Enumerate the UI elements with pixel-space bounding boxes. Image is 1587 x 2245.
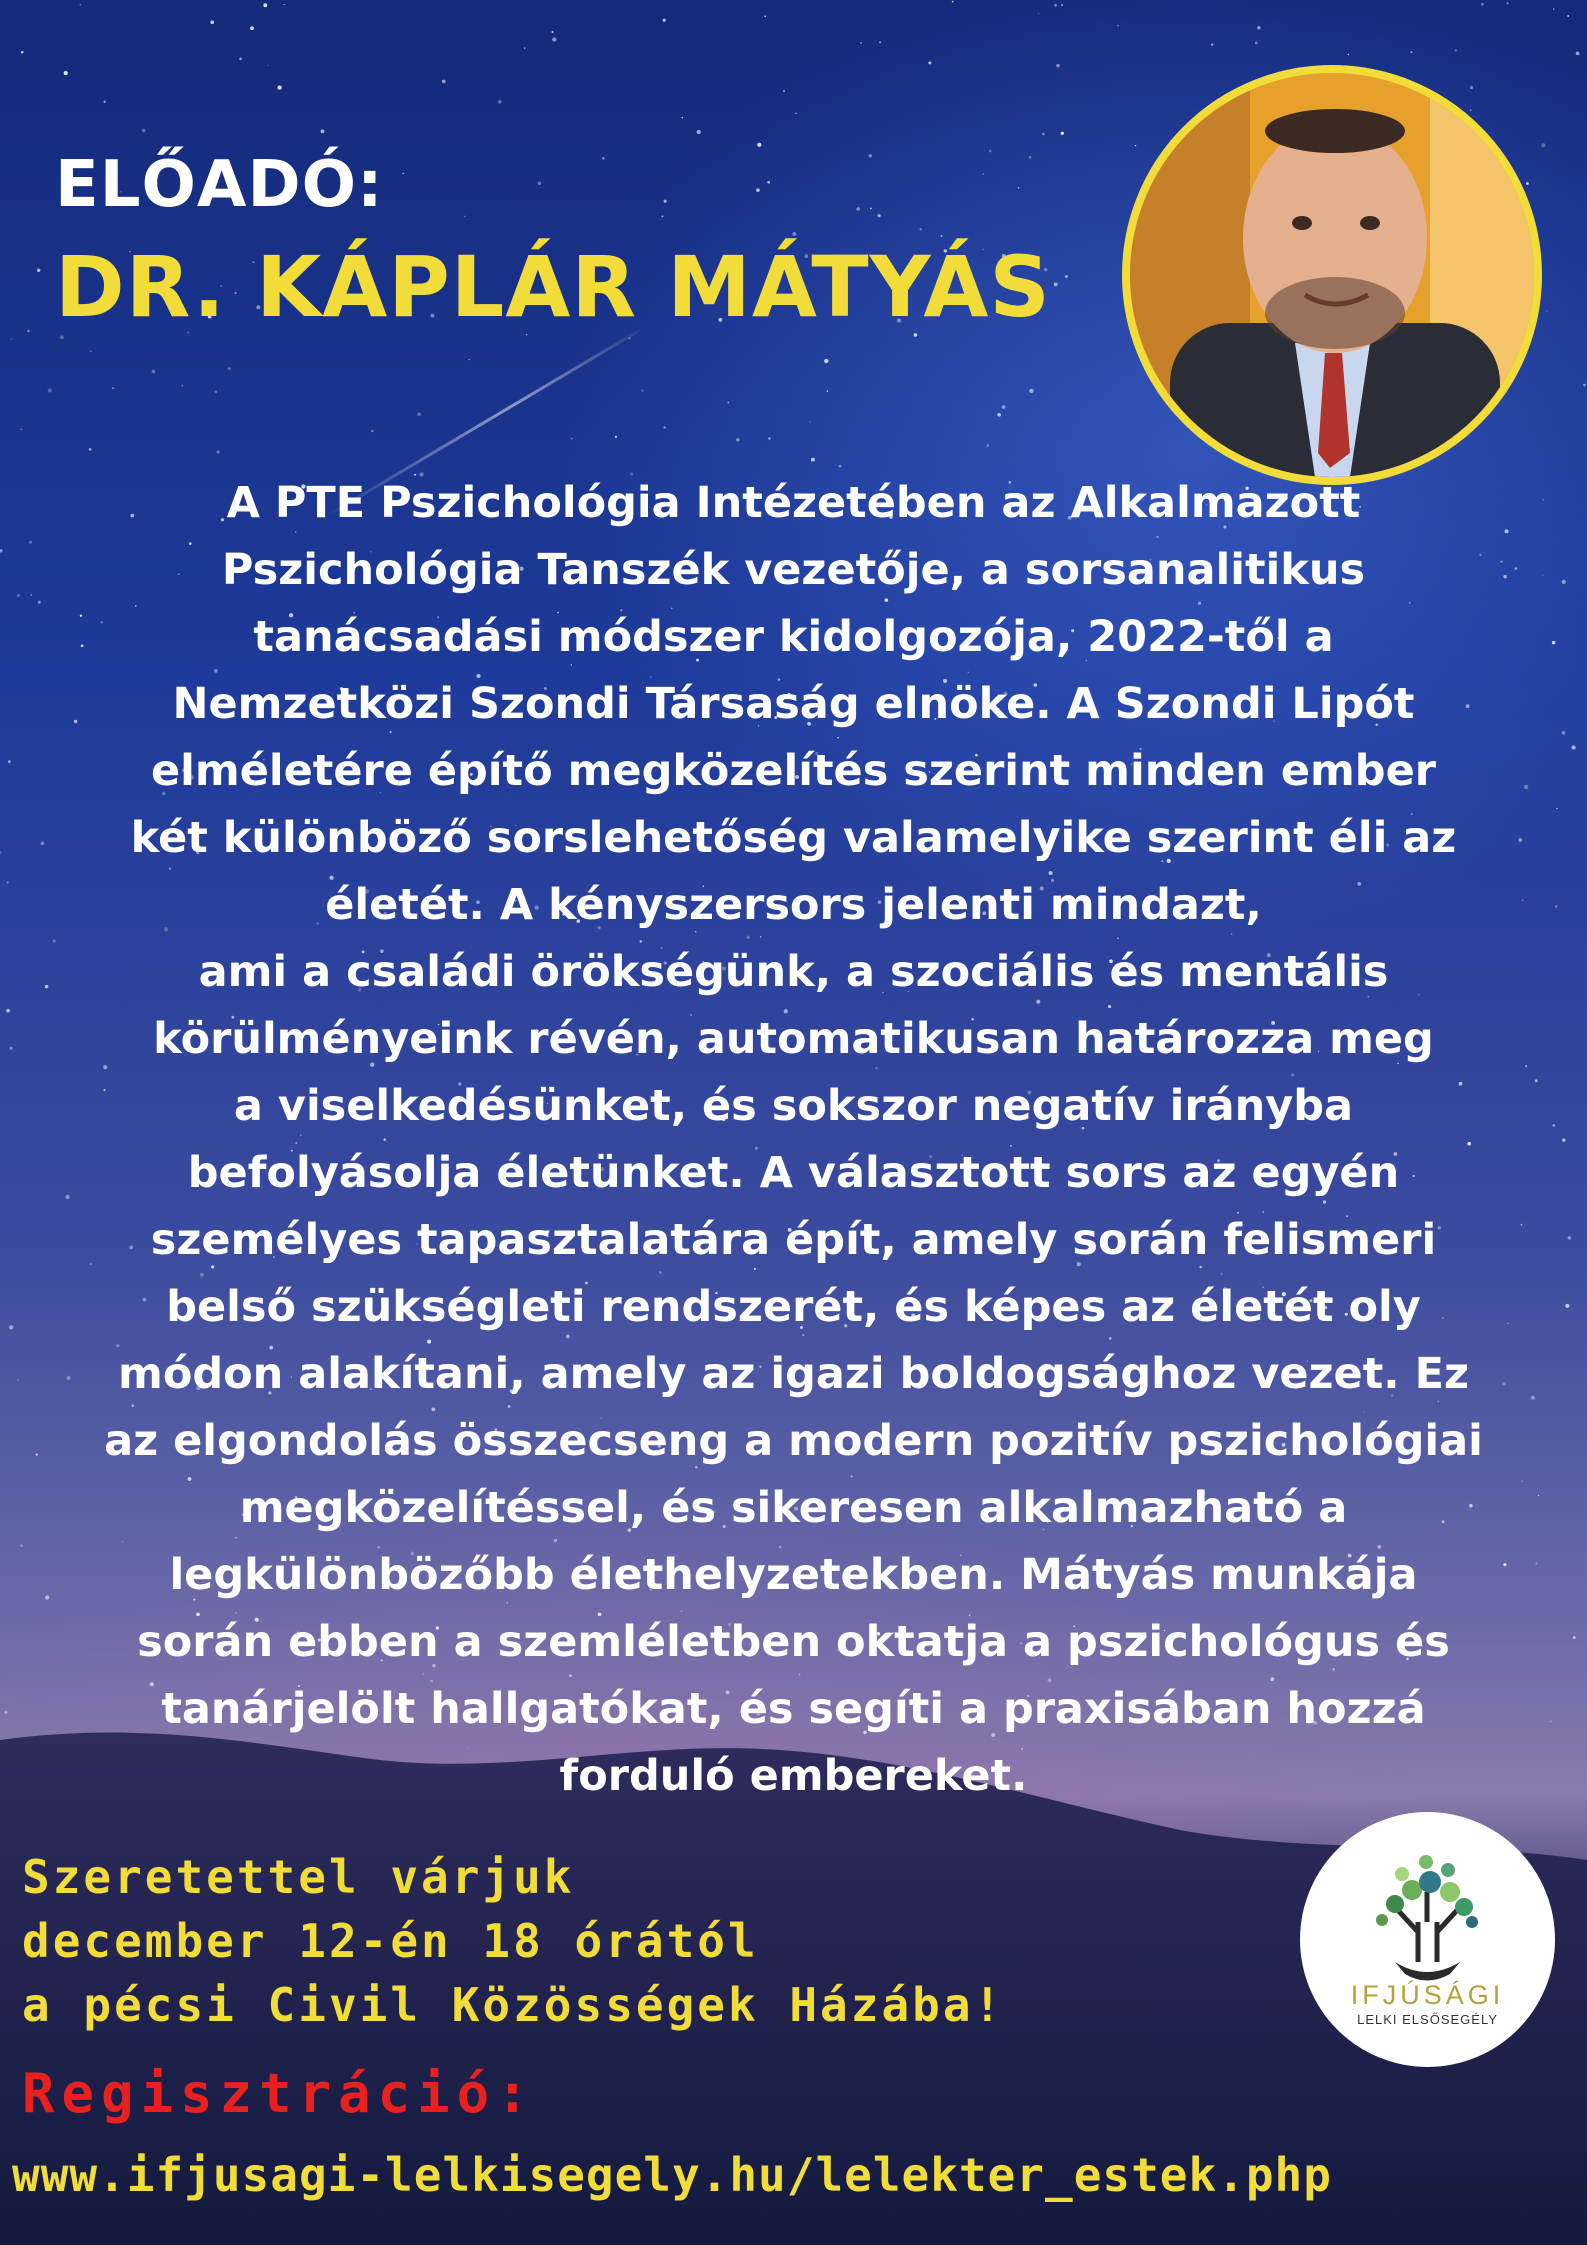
star [1455, 49, 1457, 51]
star [1348, 54, 1349, 55]
star [986, 444, 989, 447]
bio-line: legkülönbözőbb élethelyzetekben. Mátyás munkája [169, 1550, 1418, 1600]
star [1481, 3, 1484, 6]
star [920, 228, 922, 230]
bio-line: forduló embereket. [559, 1751, 1028, 1801]
star [756, 188, 760, 192]
star [1573, 1636, 1576, 1639]
tree-hands-icon [1300, 1812, 1555, 2067]
star [1565, 1304, 1569, 1308]
invitation-date-line: december 12-én 18 órától [22, 1914, 759, 1968]
star [79, 4, 81, 6]
star [928, 61, 931, 64]
star [1546, 310, 1548, 312]
star [870, 208, 872, 210]
star [856, 207, 860, 211]
star [1571, 745, 1575, 749]
star [1470, 110, 1471, 111]
star [10, 1047, 13, 1050]
star [538, 182, 541, 185]
star [210, 21, 214, 25]
star [142, 129, 146, 133]
star [615, 436, 617, 438]
star [1411, 51, 1413, 53]
star [90, 350, 92, 352]
speaker-label: ELŐADÓ: [55, 148, 384, 222]
logo-subtitle: LELKI ELSŐSEGÉLY [1357, 2012, 1498, 2027]
bio-line: tanárjelölt hallgatókat, és segíti a praxisában hozzá [161, 1684, 1426, 1734]
star [17, 594, 20, 597]
bio-line: körülményeink révén, automatikusan határozza meg [153, 1014, 1434, 1064]
star [9, 1325, 13, 1329]
star [764, 16, 766, 18]
star [0, 851, 2, 854]
speaker-name: DR. KÁPLÁR MÁTYÁS [55, 238, 1051, 336]
star [878, 214, 881, 217]
star [104, 101, 106, 103]
star [214, 390, 217, 393]
star [983, 173, 984, 174]
star [1117, 25, 1119, 27]
star [8, 760, 11, 763]
star [682, 117, 684, 119]
star [795, 112, 797, 114]
star [284, 4, 285, 5]
star [7, 881, 9, 883]
star [552, 37, 556, 41]
star [824, 359, 828, 363]
star [757, 143, 761, 147]
bio-line: tanácsadási módszer kidolgozója, 2022-től a [253, 612, 1334, 662]
star [64, 71, 68, 75]
star [442, 80, 446, 84]
star [1526, 182, 1529, 185]
star [839, 465, 842, 468]
star [1541, 143, 1545, 147]
star [89, 448, 92, 451]
bio-line: személyes tapasztalatára épít, amely során felismeri [150, 1215, 1437, 1265]
star [809, 421, 810, 422]
star [468, 359, 469, 360]
star [464, 216, 466, 218]
star [664, 200, 667, 203]
star [250, 26, 254, 30]
registration-url-link[interactable]: www.ifjusagi-lelkisegely.hu/lelekter_estek.php [12, 2148, 1332, 2202]
star [228, 367, 231, 370]
star [37, 269, 40, 272]
registration-label: Regisztráció: [22, 2062, 536, 2125]
star [1211, 43, 1213, 45]
speaker-portrait [1122, 65, 1542, 485]
speaker-photo-image [1130, 73, 1534, 477]
star [551, 31, 553, 33]
bio-line: A PTE Pszichológia Intézetében az Alkalmazott [226, 478, 1361, 528]
star [524, 47, 525, 48]
star [371, 430, 373, 432]
star [1029, 156, 1032, 159]
bio-line: belső szükségleti rendszerét, és képes az életét oly [166, 1282, 1421, 1332]
star [1135, 145, 1136, 146]
star [278, 86, 282, 90]
bio-line: az elgondolás összecseng a modern pozitív pszichológiai [104, 1416, 1483, 1466]
star [17, 1379, 19, 1381]
star [736, 438, 740, 442]
bio-line: elméletére építő megközelítés szerint minden ember [151, 746, 1436, 796]
star [1042, 133, 1045, 136]
star [1038, 13, 1039, 14]
star [239, 58, 242, 61]
invitation-venue-line: a pécsi Civil Közösségek Házába! [22, 1978, 1005, 2032]
star [811, 458, 815, 462]
star [1576, 52, 1580, 56]
star [641, 389, 643, 391]
star [1029, 389, 1033, 393]
star [48, 388, 52, 392]
star [217, 450, 220, 453]
organization-logo [1300, 1812, 1555, 2067]
bio-line: befolyásolja életünket. A választott sors az egyén [187, 1148, 1400, 1198]
star [267, 65, 268, 66]
star [1056, 64, 1060, 68]
star [602, 157, 605, 160]
bio-line: Pszichológia Tanszék vezetője, a sorsanalitikus [221, 545, 1366, 595]
star [697, 130, 701, 134]
bio-line: életét. A kényszersors jelenti mindazt, [325, 880, 1262, 930]
star [767, 181, 770, 184]
star [263, 3, 267, 7]
star [321, 129, 325, 133]
star [0, 549, 3, 552]
star [27, 330, 30, 333]
star [1061, 132, 1064, 135]
star [1054, 282, 1058, 286]
star [1002, 405, 1006, 409]
bio-line: ami a családi örökségünk, a szociális és mentális [198, 947, 1389, 997]
star [571, 438, 573, 440]
star [21, 51, 24, 54]
star [1562, 731, 1566, 735]
bio-line: Nemzetközi Szondi Társaság elnöke. A Szondi Lipót [172, 679, 1415, 729]
star [879, 41, 881, 43]
star [663, 19, 666, 22]
star [1562, 1139, 1565, 1142]
star [112, 387, 114, 389]
star [6, 1009, 10, 1013]
star [661, 215, 663, 217]
star [1568, 1236, 1571, 1239]
star [952, 1, 954, 3]
star [20, 1544, 23, 1547]
star [498, 100, 501, 103]
star [1506, 2, 1508, 4]
star [1562, 580, 1566, 584]
star [663, 426, 665, 428]
bio-line: megközelítéssel, és sikeresen alkalmazható a [239, 1483, 1348, 1533]
star [989, 150, 992, 153]
star [182, 385, 184, 387]
logo-title: IFJÚSÁGI [1350, 1980, 1505, 2010]
star [997, 413, 1001, 417]
star [21, 429, 23, 431]
star [860, 42, 862, 44]
bio-line: módon alakítani, amely az igazi boldogsághoz vezet. Ez [118, 1349, 1469, 1399]
star [1255, 42, 1258, 45]
star [940, 235, 942, 237]
invitation [22, 1845, 1004, 2037]
star [417, 412, 421, 416]
star [768, 437, 770, 439]
star [1065, 275, 1068, 278]
speaker-biography [30, 470, 1557, 1810]
bio-line: a viselkedésünket, és sokszor negatív irányba [233, 1081, 1354, 1131]
star [827, 390, 829, 392]
invitation-line: Szeretettel várjuk [22, 1850, 575, 1904]
star [152, 370, 156, 374]
star [783, 90, 785, 92]
star [1054, 4, 1057, 7]
star [1257, 26, 1261, 30]
star [727, 402, 729, 404]
bio-line: során ebben a szemléletben oktatja a pszichológus és [137, 1617, 1450, 1667]
star [869, 154, 872, 157]
star [792, 232, 796, 236]
star [4, 1711, 7, 1714]
star [403, 173, 404, 174]
star [1567, 15, 1569, 17]
star [1061, 4, 1063, 6]
star [1553, 8, 1555, 10]
bio-line: két különböző sorslehetőség valamelyike szerint éli az [130, 813, 1457, 863]
star [1018, 187, 1020, 189]
star [11, 339, 12, 340]
star [1583, 384, 1586, 387]
star [1470, 86, 1473, 89]
